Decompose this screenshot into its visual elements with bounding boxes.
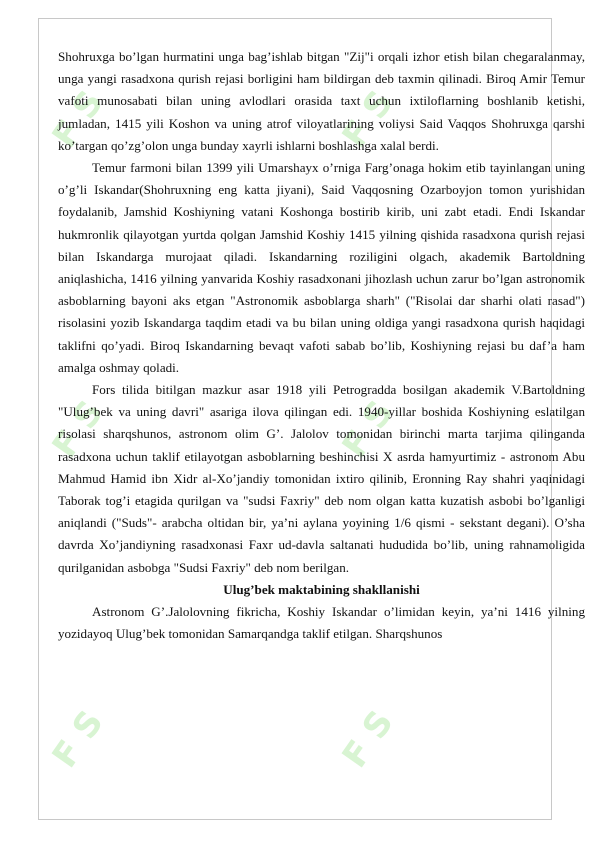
watermark-mark: F S xyxy=(44,703,112,776)
document-body xyxy=(58,46,585,645)
watermark-mark: F S xyxy=(334,393,402,466)
watermark-mark: F S xyxy=(44,83,112,156)
paragraph-2: Temur farmoni bilan 1399 yili Umarshayx o’rniga Farg’onaga hokim etib tayinlangan uning o’g’li Iskandar(Shohruxning eng katta jiyani), Said Vaqqosning Ozarboyjon tomon yurishidan foydalanib, Jamshid Koshiyning vatani Koshonga bostirib kirib, uni zabt etadi. Endi Iskandar hukmronlik qilayotgan yurtda qolgan Jamshid Koshiy 1415 yilning qishida rasadxona qurish rejasi bilan Iskandarga murojaat qiladi. Iskandarning roziligini olgach, akademik Bartoldning aniqlashicha, 1416 yilning yanvarida Koshiy rasadxonani jihozlash uchun zarur bo’lgan astronomik asboblarning bayoni aks etgan "Astronomik asboblarga sharh" ("Risolai dar sharhi olati rasad") risolasini yozib Iskandarga taqdim etadi va bu bilan uning oldiga yangi rasadxona qurish haqidagi taklifni qo’yadi. Biroq Iskandarning bevaqt vafoti sabab bo’lib, Koshiyning rejasi bu daf’a ham amalga oshmay qoladi. xyxy=(58,160,585,375)
watermark-mark: F S xyxy=(334,703,402,776)
paragraph-3: Fors tilida bitilgan mazkur asar 1918 yili Petrogradda bosilgan akademik V.Bartoldning "Ulug’bek va uning davri" asariga ilova qilingan edi. 1940-yillar boshida Koshiyning eslatilgan risolasi sharqshunos, astronom olim G’. Jalolov tomonidan birinchi marta tarjima qilinganda rasadxona uchun taklif etilayotgan asboblarning beshinchisi X asrda hamyurtimiz - astronom Abu Mahmud Hamid ibn Xidr al-Xo’jandiy tomonidan ixtiro qilinib, Eronning Ray shahri yaqinidagi Taborak tog’i etagida qurilgan va "sudsi Faxriy" deb nom olgan katta kuzatish asbobi bo’lganligi aniqlandi ("Suds"- arabcha oltidan bir, ya’ni aylana yoyining 1/6 qismi - sekstant degani). O’sha davrda Xo’jandiyning rasadxonasi Faxr ud-davla saltanati hududida bo’lib, uning rahnamoligida qurilganidan asbobga "Sudsi Faxriy" deb nom berilgan. xyxy=(58,382,585,575)
paragraph-1: Shohruxga bo’lgan hurmatini unga bag’ishlab bitgan "Zij"i orqali izhor etish bilan chegaralanmay, unga yangi rasadxona qurish rejasi borligini ham bildirgan deb taxmin qilinadi. Biroq Amir Temur vafoti munosabati bilan uning avlodlari orasida taxt uchun ixtiloflarning boshlanib ketishi, jumladan, 1415 yili Koshon va uning atrof viloyatlarining voliysi Said Vaqqos Shohruxga qarshi ko’targan qo’zg’olon unga bunday xayrli ishlarni boshlashga xalal berdi. xyxy=(58,49,585,153)
section-heading: Ulug’bek maktabining shakllanishi xyxy=(223,581,420,597)
paragraph-4: Astronom G’.Jalolovning fikricha, Koshiy Iskandar o’limidan keyin, ya’ni 1416 yilning yozidayoq Ulug’bek tomonidan Samarqandga taklif etilgan. Sharqshunos xyxy=(58,604,585,642)
watermark-mark: F S xyxy=(44,393,112,466)
watermark-mark: F S xyxy=(334,83,402,156)
